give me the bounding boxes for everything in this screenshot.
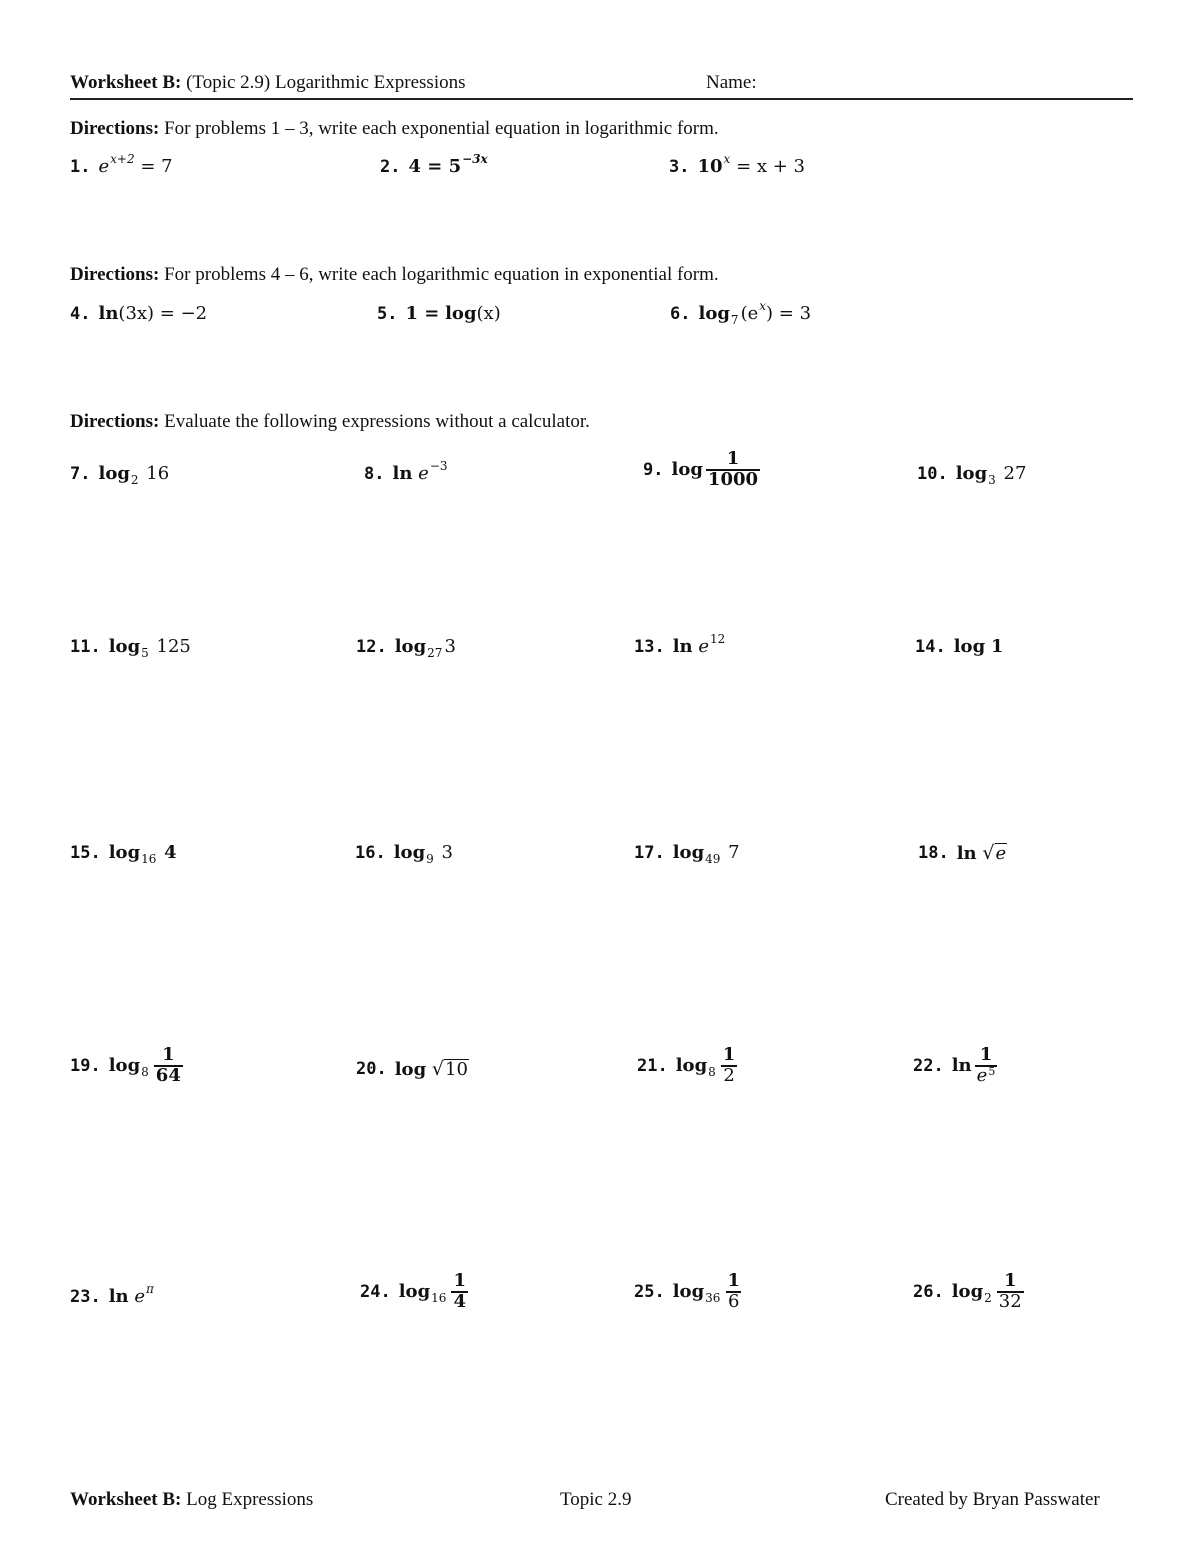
expr-arg-base: (e: [740, 303, 759, 324]
directions-text: For problems 4 – 6, write each logarithmic equation in exponential form.: [164, 264, 719, 285]
expr-subscript: 49: [705, 851, 721, 866]
expr-base: e: [418, 463, 429, 484]
expr-exponent: x+2: [110, 151, 135, 166]
problem-9: [643, 450, 760, 490]
denominator-base: e: [976, 1064, 988, 1086]
expr-function: log: [98, 463, 130, 484]
problem-11: [70, 636, 191, 660]
expr-argument: (x): [476, 303, 501, 324]
problem-20: [356, 1058, 469, 1080]
name-label: Name:: [706, 72, 757, 93]
fraction-numerator: 1: [453, 1270, 466, 1291]
problem-number: 22.: [913, 1055, 944, 1076]
radicand: e: [995, 843, 1007, 865]
fraction-denominator: 64: [155, 1064, 181, 1086]
problem-number: 3.: [669, 156, 690, 177]
directions-1: [70, 118, 719, 140]
fraction-numerator: 1: [1003, 1270, 1017, 1291]
expr-subscript: 2: [130, 472, 139, 487]
expr-argument: 7: [728, 842, 740, 863]
problem-number: 2.: [380, 156, 401, 177]
expr-lhs: 4 = 5: [408, 156, 462, 177]
radical-sign: √: [982, 842, 995, 864]
radicand: 10: [445, 1059, 468, 1081]
expr-function: ln: [98, 303, 119, 324]
footer-topic: Topic 2.9: [560, 1489, 632, 1510]
expr-function: log: [675, 1055, 708, 1077]
problem-number: 16.: [355, 842, 386, 863]
problem-4: [70, 303, 207, 324]
problem-number: 20.: [356, 1059, 387, 1079]
expr-subscript: 36: [705, 1290, 721, 1305]
expr-function: log: [108, 842, 141, 863]
header-rule: [70, 98, 1133, 100]
problem-3: [669, 151, 805, 177]
expr-subscript: 27: [427, 645, 443, 660]
expr-exponent: x: [723, 151, 731, 166]
fraction-numerator: 1: [726, 448, 740, 469]
problem-number: 5.: [377, 303, 398, 324]
expr-argument: 1: [990, 636, 1004, 657]
fraction-denominator: 2: [723, 1064, 735, 1086]
fraction: [706, 450, 760, 490]
problem-8: [364, 458, 448, 484]
problem-number: 14.: [915, 636, 946, 657]
directions-3: [70, 411, 590, 433]
problem-25: [634, 1272, 742, 1312]
fraction-denominator: 1000: [707, 468, 759, 490]
problem-18: [918, 842, 1007, 864]
expr-function: log: [698, 303, 730, 324]
problem-6: [670, 298, 812, 327]
problem-19: [70, 1046, 183, 1086]
expr-function: log: [445, 303, 477, 324]
square-root: [432, 1058, 469, 1080]
expr-rest: ) = 3: [766, 303, 812, 324]
expr-subscript: 5: [141, 645, 149, 660]
expr-subscript: 8: [708, 1064, 716, 1079]
expr-subscript: 16: [141, 851, 157, 866]
problem-number: 19.: [70, 1055, 101, 1076]
expr-subscript: 8: [141, 1064, 149, 1079]
fraction: [975, 1046, 998, 1086]
problem-number: 13.: [634, 636, 665, 657]
problem-21: [637, 1046, 737, 1086]
expr-function: log: [394, 1058, 427, 1080]
fraction-numerator: 1: [722, 1044, 736, 1065]
problem-number: 9.: [643, 459, 664, 480]
expr-function: ln: [392, 463, 413, 484]
expr-function: log: [393, 842, 426, 863]
directions-label: Directions:: [70, 264, 160, 285]
fraction: [725, 1272, 742, 1312]
expr-exponent: x: [759, 298, 767, 313]
problem-5: [377, 303, 501, 324]
fraction-denominator: 32: [998, 1290, 1022, 1312]
expr-function: log: [951, 1281, 984, 1303]
expr-function: log: [953, 636, 986, 657]
expr-exponent: 12: [710, 631, 726, 646]
problem-10: [917, 463, 1027, 487]
problem-number: 24.: [360, 1281, 391, 1302]
expr-rhs: = 7: [140, 156, 173, 177]
fraction-numerator: 1: [727, 1270, 740, 1291]
expr-subscript: 9: [426, 851, 434, 866]
problem-number: 10.: [917, 463, 948, 484]
fraction: [721, 1046, 738, 1086]
expr-argument: 3: [444, 636, 456, 657]
expr-subscript: 3: [988, 472, 996, 487]
directions-2: [70, 264, 719, 286]
problem-number: 18.: [918, 843, 949, 863]
problem-26: [913, 1272, 1024, 1312]
directions-text: For problems 1 – 3, write each exponential equation in logarithmic form.: [164, 118, 719, 139]
fraction: [451, 1272, 468, 1312]
problem-15: [70, 842, 177, 866]
expr-base: 10: [697, 156, 723, 177]
expr-lhs: 1 =: [405, 303, 440, 324]
problem-23: [70, 1281, 154, 1307]
fraction-numerator: 1: [162, 1044, 175, 1065]
expr-function: log: [108, 1055, 141, 1077]
worksheet-topic: (Topic 2.9) Logarithmic Expressions: [186, 72, 466, 93]
square-root: [982, 842, 1007, 864]
fraction-denominator: 4: [453, 1290, 466, 1312]
expr-function: log: [108, 636, 141, 657]
problem-number: 8.: [364, 463, 385, 484]
expr-subscript: 7: [730, 312, 739, 327]
expr-exponent: π: [146, 1281, 154, 1296]
footer-worksheet-label: Worksheet B:: [70, 1489, 182, 1510]
expr-function: ln: [956, 842, 977, 864]
expr-argument: 27: [1003, 463, 1027, 484]
directions-label: Directions:: [70, 118, 160, 139]
problem-number: 21.: [637, 1055, 668, 1076]
fraction-numerator: 1: [979, 1044, 993, 1065]
problem-number: 12.: [356, 636, 387, 657]
problem-2: [380, 151, 488, 177]
problem-number: 6.: [670, 303, 691, 324]
worksheet-title: [70, 72, 466, 94]
problem-14: [915, 636, 1003, 657]
radical-sign: √: [431, 1058, 444, 1080]
expr-subscript: 2: [984, 1290, 992, 1305]
expr-function: log: [671, 459, 703, 481]
problem-13: [634, 631, 726, 657]
expr-rhs: = x + 3: [736, 156, 805, 177]
expr-function: ln: [108, 1286, 129, 1307]
fraction: [997, 1272, 1024, 1312]
problem-number: 17.: [634, 842, 665, 863]
expr-argument: 3: [441, 842, 453, 863]
expr-base: e: [698, 636, 710, 657]
footer-left: [70, 1489, 313, 1511]
problem-1: [70, 151, 173, 177]
problem-number: 1.: [70, 156, 91, 177]
expr-base: e: [98, 156, 110, 177]
problem-number: 7.: [70, 463, 91, 484]
expr-function: log: [394, 636, 427, 657]
footer-author: Created by Bryan Passwater: [885, 1489, 1100, 1510]
problem-24: [360, 1272, 468, 1312]
expr-base: e: [134, 1286, 146, 1307]
expr-function: ln: [672, 636, 693, 657]
problem-number: 25.: [634, 1281, 665, 1302]
denominator-exponent: 5: [988, 1064, 996, 1078]
problem-number: 26.: [913, 1281, 944, 1302]
directions-text: Evaluate the following expressions without a calculator.: [164, 411, 590, 432]
expr-argument: 16: [146, 463, 170, 484]
problem-number: 23.: [70, 1286, 101, 1307]
problem-12: [356, 636, 456, 660]
expr-function: log: [672, 842, 705, 863]
expr-exponent: −3x: [462, 151, 488, 166]
expr-argument: 125: [156, 636, 191, 657]
fraction: [154, 1046, 183, 1086]
expr-rest: (3x) = −2: [118, 303, 208, 324]
expr-exponent: −3: [429, 458, 448, 473]
expr-function: log: [955, 463, 988, 484]
problem-number: 15.: [70, 842, 101, 863]
expr-function: log: [398, 1281, 431, 1303]
problem-7: [70, 463, 170, 487]
expr-function: ln: [951, 1055, 972, 1077]
problem-22: [913, 1046, 997, 1086]
fraction-denominator: 6: [727, 1290, 740, 1312]
problem-number: 11.: [70, 636, 101, 657]
directions-label: Directions:: [70, 411, 160, 432]
expr-function: log: [672, 1281, 705, 1303]
expr-argument: 4: [164, 842, 177, 863]
expr-subscript: 16: [431, 1290, 447, 1305]
footer-worksheet-text: Log Expressions: [186, 1489, 314, 1510]
problem-17: [634, 842, 740, 866]
problem-16: [355, 842, 453, 866]
problem-number: 4.: [70, 303, 91, 324]
worksheet-label: Worksheet B:: [70, 72, 182, 93]
